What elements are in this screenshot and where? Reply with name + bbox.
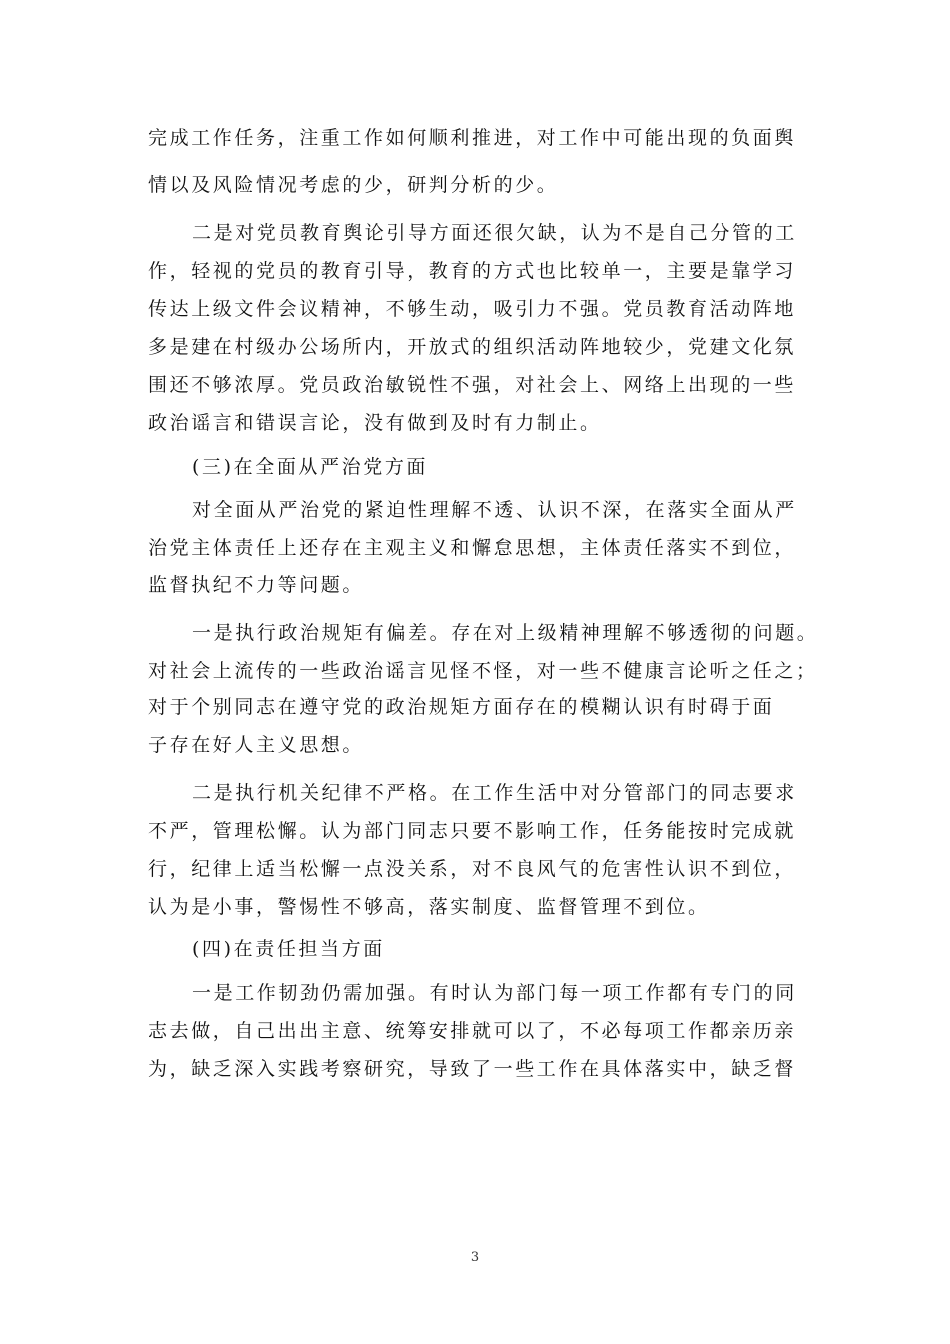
section-heading: (四)在责任担当方面: [192, 938, 385, 960]
text-line: 行，纪律上适当松懈一点没关系，对不良风气的危害性认识不到位，: [148, 858, 797, 880]
text-line: 为，缺乏深入实践考察研究，导致了一些工作在具体落实中，缺乏督: [148, 1058, 797, 1080]
text-line: 子存在好人主义思想。: [148, 734, 365, 756]
text-line: 治党主体责任上还存在主观主义和懈怠思想，主体责任落实不到位，: [148, 537, 797, 559]
text-line: 志去做，自己出出主意、统筹安排就可以了，不必每项工作都亲历亲: [148, 1020, 797, 1042]
section-heading: (三)在全面从严治党方面: [192, 456, 429, 478]
paragraph-start: 二是对党员教育舆论引导方面还很欠缺，认为不是自己分管的工: [192, 222, 797, 244]
text-line: 多是建在村级办公场所内，开放式的组织活动阵地较少，党建文化氛: [148, 336, 797, 358]
paragraph-start: 二是执行机关纪律不严格。在工作生活中对分管部门的同志要求: [192, 782, 797, 804]
paragraph-start: 对全面从严治党的紧迫性理解不透、认识不深，在落实全面从严: [192, 499, 797, 521]
page-number: 3: [470, 1250, 480, 1265]
paragraph-start: 一是执行政治规矩有偏差。存在对上级精神理解不够透彻的问题。: [192, 622, 819, 644]
text-line: 完成工作任务，注重工作如何顺利推进，对工作中可能出现的负面舆: [148, 127, 797, 149]
text-line: 政治谣言和错误言论，没有做到及时有力制止。: [148, 412, 602, 434]
text-line: 传达上级文件会议精神，不够生动，吸引力不强。党员教育活动阵地: [148, 298, 797, 320]
paragraph-start: 一是工作韧劲仍需加强。有时认为部门每一项工作都有专门的同: [192, 982, 797, 1004]
text-line: 对于个别同志在遵守党的政治规矩方面存在的模糊认识有时碍于面: [148, 696, 775, 718]
text-line: 作，轻视的党员的教育引导，教育的方式也比较单一，主要是靠学习: [148, 260, 797, 282]
text-line: 对社会上流传的一些政治谣言见怪不怪，对一些不健康言论听之任之；: [148, 660, 818, 682]
text-line: 不严，管理松懈。认为部门同志只要不影响工作，任务能按时完成就: [148, 820, 797, 842]
text-line: 围还不够浓厚。党员政治敏锐性不强，对社会上、网络上出现的一些: [148, 374, 797, 396]
text-line: 监督执纪不力等问题。: [148, 574, 365, 596]
text-line: 认为是小事，警惕性不够高，落实制度、监督管理不到位。: [148, 896, 710, 918]
text-line: 情以及风险情况考虑的少，研判分析的少。: [148, 174, 559, 196]
